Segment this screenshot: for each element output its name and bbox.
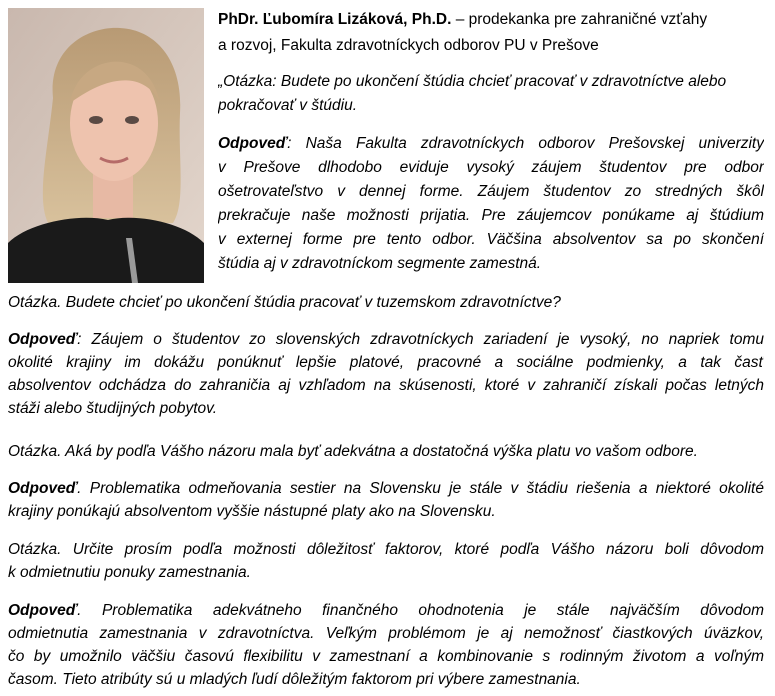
answer-1 — [218, 132, 764, 276]
qa-3 — [8, 440, 764, 463]
qa-2 — [8, 291, 764, 314]
answer-2-label: Odpoveď — [8, 331, 78, 348]
answer-4-line-2: odmietnutia zamestnania v zdravotníctva. Veľkým problémom je aj nemožnosť čiastkových úväzkov, — [8, 625, 764, 642]
question-4-line-1: Otázka. Určite prosím podľa možnosti dôležitosť faktorov, ktoré podľa Vášho názoru boli dôvodom — [8, 541, 764, 558]
question-1-line-2: pokračovať v štúdiu. — [218, 97, 358, 114]
answer-3 — [8, 477, 764, 523]
answer-3-line-2: krajiny ponúkajú absolventom vyššie nástupné platy ako na Slovensku. — [8, 503, 496, 520]
answer-4 — [8, 599, 764, 691]
question-3-line-1: Otázka. Aká by podľa Vášho názoru mala byť adekvátna a dostatočná výška platu vo vašom odbore. — [8, 443, 698, 460]
person-role-1: – prodekanka pre zahraničné vzťahy — [451, 11, 708, 28]
person-role-2: a rozvoj, Fakulta zdravotníckych odborov PU v Prešove — [218, 37, 599, 54]
answer-4-label: Odpoveď — [8, 602, 78, 619]
question-4-line-2: k odmietnutiu ponuky zamestnania. — [8, 564, 251, 581]
answer-1-line-3: ošetrovateľstvo v dennej forme. Záujem študentov zo stredných škôl — [218, 183, 764, 200]
answer-2-line-4: stáži alebo študijných pobytov. — [8, 400, 218, 417]
qa-4 — [8, 538, 764, 584]
answer-2-line-2: okolité krajiny im dokážu ponúknuť lepšie platové, pracovné a sociálne podmienky, a tak časť — [8, 354, 764, 371]
answer-3-line-1: Odpoveď. Problematika odmeňovania sestier na Slovensku je stále v štádiu riešenia a niektoré okolité — [8, 480, 764, 497]
answer-1-line-5: v externej forme pre tento odbor. Väčšina absolventov sa po skončení — [218, 231, 764, 248]
portrait-illustration — [8, 8, 204, 283]
person-name: PhDr. Ľubomíra Lizáková, Ph.D. — [218, 11, 452, 28]
header-line-1 — [218, 10, 707, 30]
question-1-line-1: „Otázka: Budete po ukončení štúdia chcieť pracovať v zdravotníctve alebo — [218, 73, 727, 90]
answer-4-line-3: čo by umožnilo väčšiu časovú flexibilitu v zamestnaní a kombinovanie s rodinným životom a voľným — [8, 648, 764, 665]
answer-1-line-6: štúdia aj v zdravotníckom segmente zamestná. — [218, 255, 542, 272]
qa-1 — [218, 70, 764, 118]
question-2-line-1: Otázka. Budete chcieť po ukončení štúdia pracovať v tuzemskom zdravotníctve? — [8, 294, 561, 311]
answer-1-line-2: v Prešove dlhodobo eviduje vysoký záujem študentov pre odbor — [218, 159, 764, 176]
answer-3-label: Odpoveď — [8, 480, 78, 497]
answer-2-line-3: absolventov odchádza do zahraničia aj vzhľadom na skúsenosti, ktoré v zahraničí získali počas letných — [8, 377, 764, 394]
portrait-photo — [8, 8, 204, 283]
answer-1-label: Odpoveď — [218, 135, 288, 152]
answer-1-line-1: Odpoveď: Naša Fakulta zdravotníckych odborov Prešovskej univerzity — [218, 135, 764, 152]
answer-2 — [8, 328, 764, 420]
answer-2-line-1: Odpoveď: Záujem o študentov zo slovenských zdravotníckych zariadení je vysoký, no napriek tomu — [8, 331, 764, 348]
answer-4-line-1: Odpoveď. Problematika adekvátneho finančného ohodnotenia je stále najväčším dôvodom — [8, 602, 764, 619]
answer-1-line-4: prekračuje naše možnosti prijatia. Pre záujemcov ponúkame aj štúdium — [218, 207, 764, 224]
answer-4-line-4: časom. Tieto atribúty sú u mladých ľudí dôležitým faktorom pri výbere zamestnania. — [8, 671, 581, 688]
